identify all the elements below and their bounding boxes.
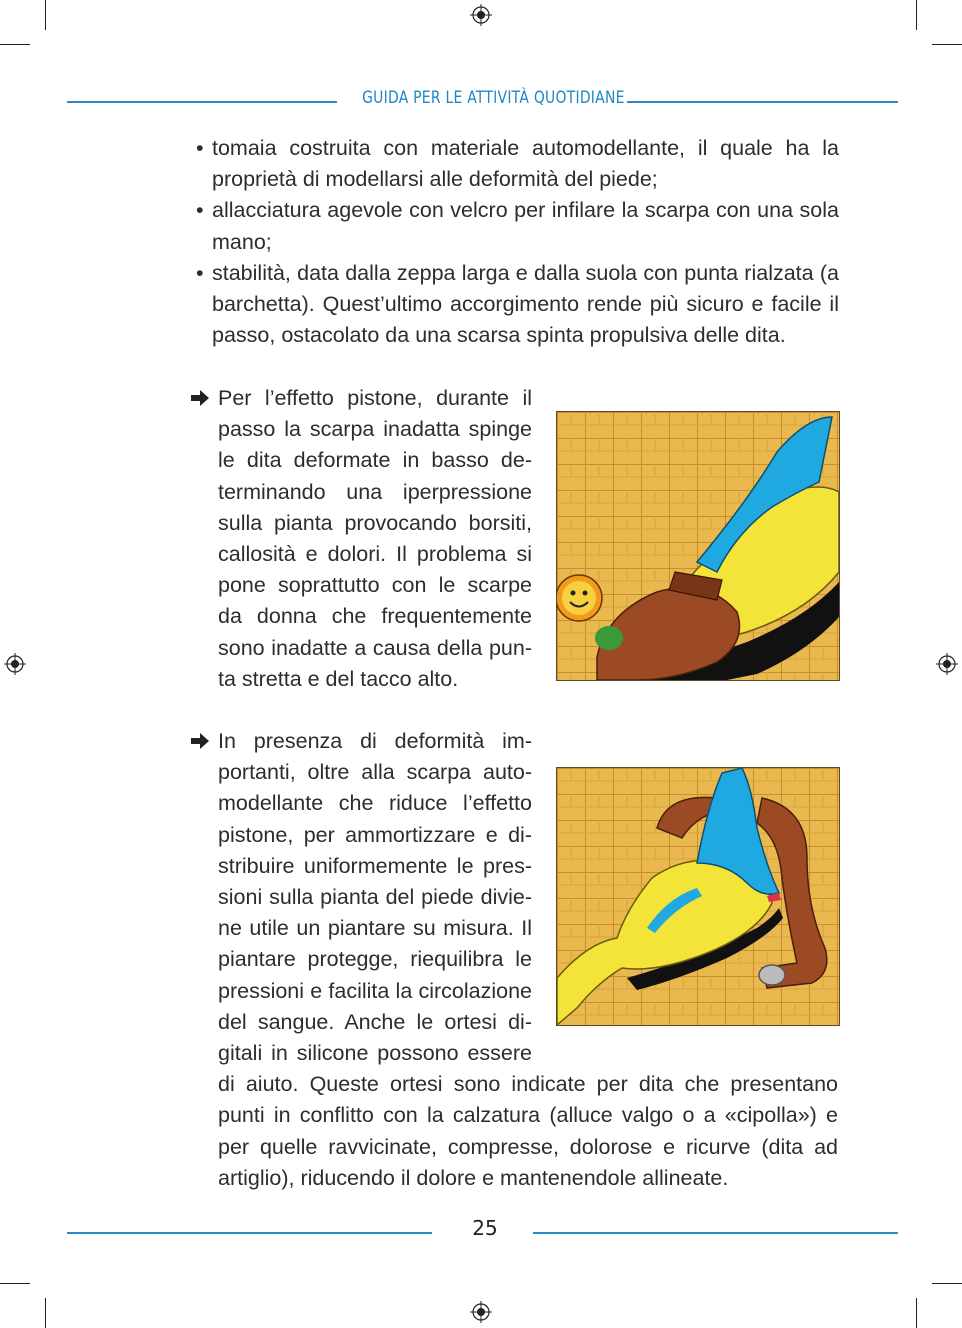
registration-mark-icon [470,4,492,26]
footer-rule-right [533,1232,898,1234]
registration-mark-icon [936,653,958,675]
text-line: callosità e dolori. Il problema si [218,542,532,567]
shoe-with-toes-illustration [556,411,840,681]
arrow-right-icon [190,389,210,407]
text-line: ne utile un piantare su misura. Il [218,916,532,941]
text-line: pressioni e facilita la circolazione [218,978,532,1003]
text-line: di aiuto. Queste ortesi sono indicate per dita che presentano [218,1072,838,1097]
text-line: Per l’effetto pistone, durante il [218,386,532,410]
header-rule-left [67,101,337,103]
crop-mark [916,0,917,30]
running-header: GUIDA PER LE ATTIVITÀ QUOTIDIANE [362,88,625,108]
list-item [196,258,839,352]
text-line: per quelle ravvicinate, compresse, dolorose e ricurve (dita ad [218,1134,838,1159]
crop-mark [932,1283,962,1284]
crop-mark [45,0,46,30]
list-item [196,133,839,195]
bullet-marker: • [196,136,204,160]
bullet-marker: • [196,260,204,285]
bullet-marker: • [196,198,204,223]
header-rule-right [627,101,898,103]
registration-mark-icon [4,653,26,675]
text-line: sulla pianta provocando borsiti, [218,510,532,535]
paragraph-piston-effect [190,383,532,695]
open-shoe-insole-illustration [556,767,840,1026]
text-line: sioni sulla pianta del piede divie- [218,885,532,910]
text-line: ta stretta e del tacco alto. [218,666,459,691]
text-line: le dita deformate in basso de- [218,448,532,473]
page-number: 25 [472,1216,498,1240]
text-line: sono inadatte a causa della pun- [218,635,532,660]
text-line: piantare protegge, riequilibra le [218,947,532,972]
text-line: In presenza di deformità im- [218,729,532,753]
text-line: stribuire uniformemente le pres- [218,853,532,878]
text-line: punti in conflitto con la calzatura (alluce valgo o a «cipolla») e [218,1103,838,1128]
text-line: terminando una iperpressione [218,479,532,504]
paragraph-body [218,726,532,1069]
list-item [196,195,839,257]
text-line: pistone, per ammortizzare e di- [218,822,532,847]
text-line: pone soprattutto con le scarpe [218,573,532,598]
crop-mark [0,44,30,45]
text-line: del sangue. Anche le ortesi di- [218,1009,532,1034]
registration-mark-icon [470,1301,492,1323]
crop-mark [916,1298,917,1328]
list-item-text: stabilità, data dalla zeppa larga e dalla suola con punta rialzata (a barchetta). Quest’ultimo accorgimento rende più sicuro e facile il passo, ostacolato da una scarsa spinta propulsiva delle dita. [212,260,839,348]
arrow-right-icon [190,732,210,750]
list-item-text: allacciatura agevole con velcro per infilare la scarpa con una sola mano; [212,198,839,254]
text-line: da donna che frequentemente [218,604,532,629]
text-line: artiglio), riducendo il dolore e mantenendole allineate. [218,1165,729,1190]
crop-mark [932,44,962,45]
paragraph-body-continued [218,1069,838,1194]
list-item-text: tomaia costruita con materiale automodellante, il quale ha la proprietà di modellarsi alle deformità del piede; [212,136,839,192]
text-line: gitali in silicone possono essere [218,1041,532,1066]
text-line: passo la scarpa inadatta spinge [218,417,532,442]
feature-bullet-list [196,133,839,351]
crop-mark [45,1298,46,1328]
text-line: portanti, oltre alla scarpa auto- [218,760,532,785]
crop-mark [0,1283,30,1284]
paragraph-body [218,383,532,695]
footer-rule-left [67,1232,432,1234]
text-line: modellante che riduce l’effetto [218,791,532,816]
